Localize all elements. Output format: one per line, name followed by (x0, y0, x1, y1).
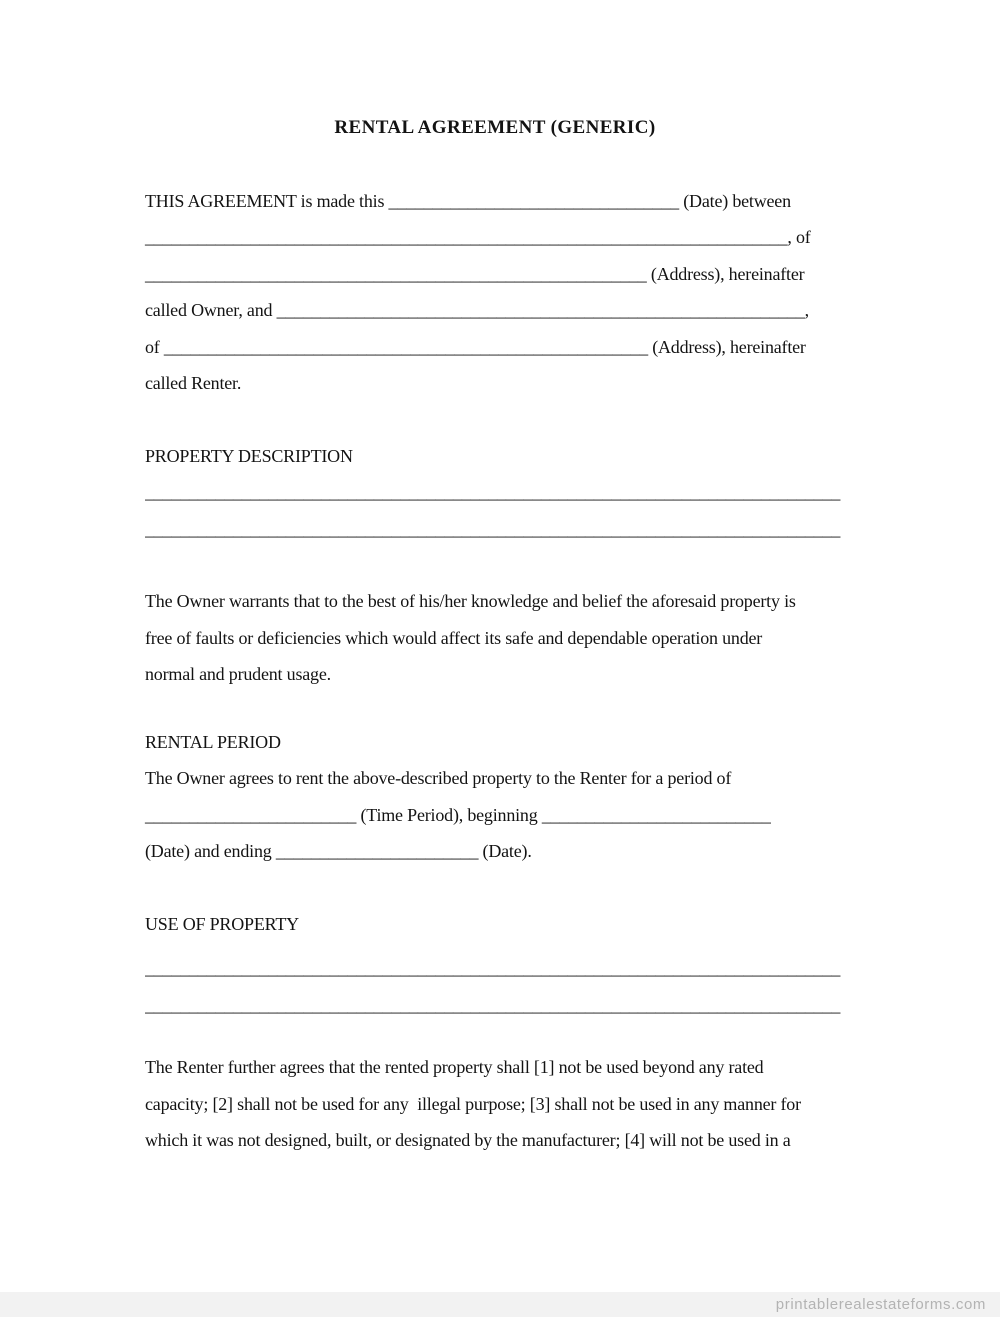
paragraph-line: The Owner agrees to rent the above-described property to the Renter for a period of (145, 768, 732, 788)
paragraph-line: The Renter further agrees that the rented property shall [1] not be used beyond any rated (145, 1057, 764, 1077)
document-content (145, 0, 845, 1159)
paragraph-line: normal and prudent usage. (145, 664, 331, 684)
property-description-blanks (145, 474, 845, 547)
paragraph-line: ________________________ (Time Period), beginning __________________________ (145, 804, 771, 825)
paragraph-line: which it was not designed, built, or designated by the manufacturer; [4] will not be used in a (145, 1130, 791, 1150)
page-title: RENTAL AGREEMENT (GENERIC) (334, 117, 656, 138)
opening-line: called Owner, and ____________________________________________________________, (145, 300, 809, 320)
paragraph-line: The Owner warrants that to the best of his/her knowledge and belief the aforesaid property is (145, 591, 796, 611)
blank-line: _______________________________________________________________________________ (145, 518, 841, 539)
renter-terms-paragraph (145, 1049, 845, 1159)
footer-bar (0, 1292, 1000, 1317)
paragraph-line: free of faults or deficiencies which would affect its safe and dependable operation under (145, 627, 763, 648)
paragraph-line: (Date) and ending _______________________ (Date). (145, 841, 532, 861)
rental-period-heading: RENTAL PERIOD (145, 731, 281, 752)
blank-line: _______________________________________________________________________________ (145, 482, 841, 502)
blank-line: _______________________________________________________________________________ (145, 958, 841, 978)
opening-line: called Renter. (145, 373, 242, 393)
opening-line: THIS AGREEMENT is made this _________________________________ (Date) between (145, 190, 791, 211)
use-of-property-heading: USE OF PROPERTY (145, 913, 299, 934)
blank-line: _______________________________________________________________________________ (145, 994, 841, 1015)
warranty-paragraph (145, 583, 845, 693)
opening-line: of _______________________________________________________ (Address), hereinafter (145, 336, 806, 357)
opening-line: _________________________________________________________________________, of (145, 227, 811, 247)
paragraph-line: capacity; [2] shall not be used for any illegal purpose; [3] shall not be used in any manner for (145, 1093, 801, 1114)
opening-line: _________________________________________________________ (Address), hereinafter (145, 263, 805, 284)
property-description-heading: PROPERTY DESCRIPTION (145, 445, 353, 466)
rental-period-paragraph (145, 760, 845, 870)
footer-brand: printablerealestateforms.com (775, 1296, 986, 1313)
use-of-property-blanks (145, 950, 845, 1023)
opening-paragraph (145, 183, 845, 402)
